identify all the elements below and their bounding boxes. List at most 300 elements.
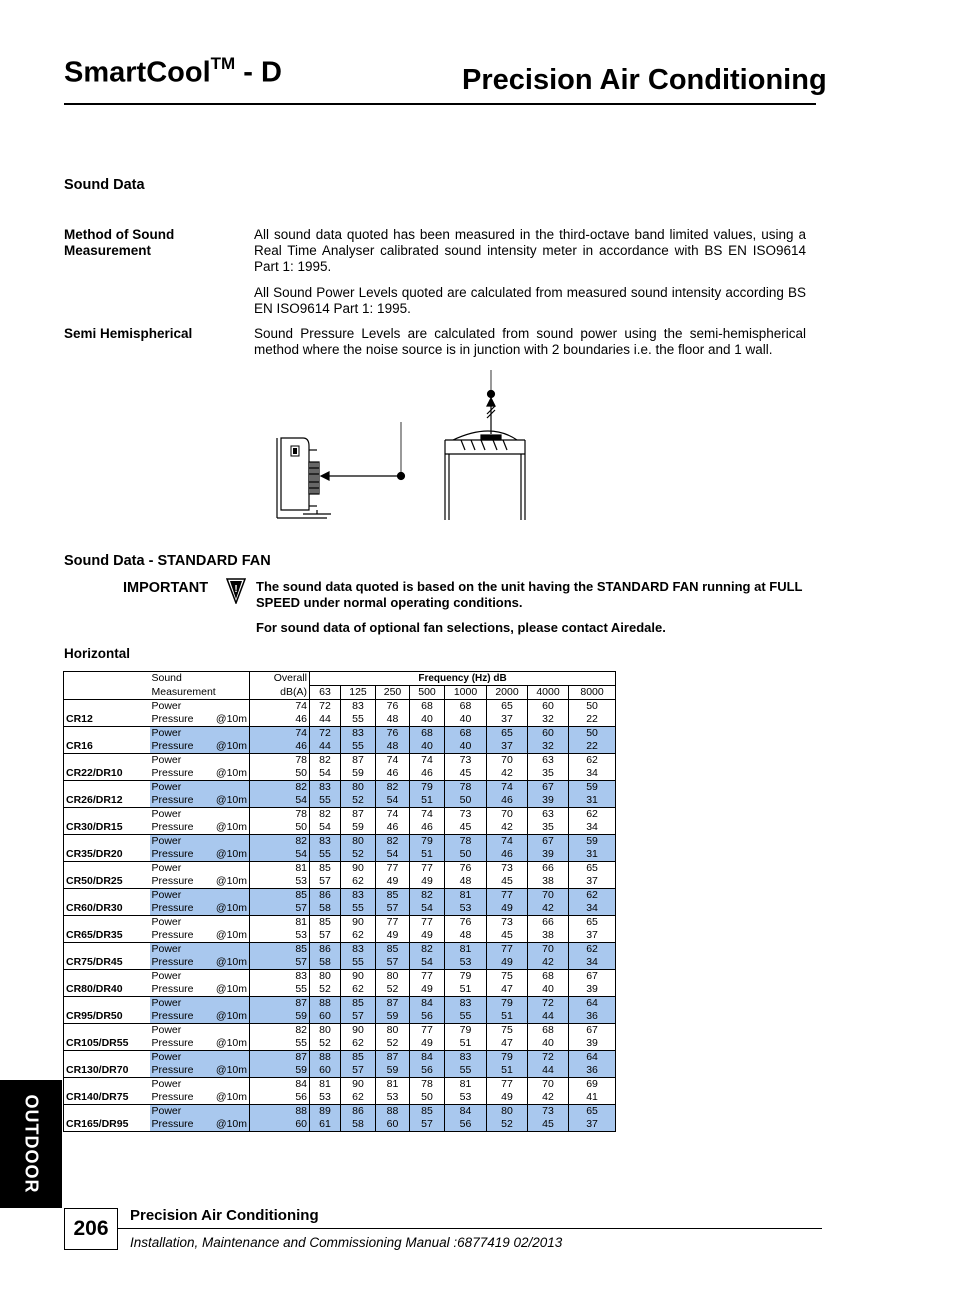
section-title-standard-fan: Sound Data - STANDARD FAN xyxy=(64,553,271,569)
table-row xyxy=(64,862,616,876)
overall-dba-value: 46 xyxy=(250,713,310,727)
frequency-value: 83 xyxy=(445,997,487,1011)
distance-blank xyxy=(208,889,250,903)
frequency-value: 82 xyxy=(310,754,341,768)
power-label: Power xyxy=(151,916,182,928)
horizontal-distance-arrow xyxy=(321,422,405,480)
frequency-value: 49 xyxy=(410,875,445,889)
frequency-value: 72 xyxy=(528,997,569,1011)
frequency-value: 73 xyxy=(445,754,487,768)
overall-dba-value: 50 xyxy=(250,821,310,835)
frequency-value: 42 xyxy=(528,1091,569,1105)
frequency-value: 81 xyxy=(310,1078,341,1092)
frequency-value: 53 xyxy=(445,956,487,970)
frequency-value: 59 xyxy=(376,1010,410,1024)
frequency-value: 54 xyxy=(310,767,341,781)
table-row xyxy=(64,1105,616,1119)
frequency-value: 34 xyxy=(569,821,616,835)
frequency-value: 79 xyxy=(410,835,445,849)
distance-blank xyxy=(208,700,250,714)
distance-blank xyxy=(208,727,250,741)
unit-model-blank xyxy=(64,727,150,741)
frequency-value: 42 xyxy=(528,902,569,916)
table-header-frequency: Frequency (Hz) dB xyxy=(310,672,616,686)
frequency-value: 65 xyxy=(569,1105,616,1119)
unit-model: CR95/DR50 xyxy=(64,1010,150,1024)
frequency-value: 75 xyxy=(487,970,528,984)
distance-label: @10m xyxy=(208,821,250,835)
frequency-value: 69 xyxy=(569,1078,616,1092)
frequency-value: 32 xyxy=(528,740,569,754)
pressure-label: Pressure xyxy=(150,1118,208,1132)
table-row xyxy=(64,821,616,835)
frequency-value: 35 xyxy=(528,821,569,835)
frequency-value: 76 xyxy=(376,727,410,741)
unit-model-blank xyxy=(64,1024,150,1038)
frequency-value: 37 xyxy=(569,875,616,889)
pressure-label: Pressure xyxy=(150,848,208,862)
overall-dba-value: 87 xyxy=(250,997,310,1011)
frequency-value: 65 xyxy=(487,727,528,741)
frequency-value: 46 xyxy=(376,821,410,835)
frequency-value: 57 xyxy=(310,929,341,943)
frequency-value: 61 xyxy=(310,1118,341,1132)
power-label: Power xyxy=(150,781,208,795)
frequency-value: 80 xyxy=(341,781,376,795)
frequency-value: 40 xyxy=(528,983,569,997)
overall-dba-value: 82 xyxy=(250,835,310,849)
table-header-freq: 63 xyxy=(310,686,341,700)
table-header-freq: 250 xyxy=(376,686,410,700)
frequency-value: 82 xyxy=(376,781,410,795)
overall-dba-value: 55 xyxy=(250,983,310,997)
distance-label: @10m xyxy=(208,1091,250,1105)
frequency-value: 48 xyxy=(445,929,487,943)
frequency-value: 37 xyxy=(569,929,616,943)
frequency-value: 66 xyxy=(528,862,569,876)
overall-dba-value: 57 xyxy=(250,902,310,916)
unit-model-blank xyxy=(64,835,150,849)
frequency-value: 83 xyxy=(341,700,376,714)
frequency-value: 52 xyxy=(341,848,376,862)
unit-model: CR16 xyxy=(64,740,150,754)
frequency-value: 22 xyxy=(569,713,616,727)
frequency-value: 62 xyxy=(341,875,376,889)
table-header-freq: 1000 xyxy=(445,686,487,700)
unit-model: CR22/DR10 xyxy=(64,767,150,781)
frequency-value: 90 xyxy=(341,916,376,930)
frequency-value: 44 xyxy=(310,713,341,727)
frequency-value: 49 xyxy=(487,956,528,970)
frequency-value: 85 xyxy=(376,943,410,957)
frequency-value: 84 xyxy=(410,1051,445,1065)
important-note-1: The sound data quoted is based on the unit having the STANDARD FAN running at FULL SPEED under normal operating conditions. xyxy=(256,579,803,610)
overall-dba-value: 74 xyxy=(250,700,310,714)
table-header-freq: 500 xyxy=(410,686,445,700)
frequency-value: 31 xyxy=(569,794,616,808)
frequency-value: 44 xyxy=(528,1010,569,1024)
table-row xyxy=(64,1091,616,1105)
power-label: Power xyxy=(151,700,182,712)
frequency-value: 59 xyxy=(341,821,376,835)
frequency-value: 62 xyxy=(569,889,616,903)
frequency-value: 52 xyxy=(376,983,410,997)
overall-dba-value: 59 xyxy=(250,1010,310,1024)
frequency-value: 72 xyxy=(310,727,341,741)
frequency-value: 73 xyxy=(528,1105,569,1119)
frequency-value: 55 xyxy=(341,902,376,916)
frequency-value: 82 xyxy=(310,808,341,822)
frequency-value: 78 xyxy=(445,781,487,795)
frequency-value: 34 xyxy=(569,767,616,781)
frequency-value: 46 xyxy=(376,767,410,781)
frequency-value: 74 xyxy=(410,808,445,822)
pressure-label: Pressure xyxy=(150,983,208,997)
frequency-value: 67 xyxy=(528,781,569,795)
frequency-value: 47 xyxy=(487,983,528,997)
table-header-dba: dB(A) xyxy=(250,686,310,700)
frequency-value: 64 xyxy=(569,1051,616,1065)
frequency-value: 57 xyxy=(310,875,341,889)
frequency-value: 52 xyxy=(376,1037,410,1051)
frequency-value: 52 xyxy=(310,1037,341,1051)
frequency-value: 49 xyxy=(410,1037,445,1051)
table-row xyxy=(64,727,616,741)
distance-label: @10m xyxy=(208,983,250,997)
pressure-label: Pressure xyxy=(150,902,208,916)
frequency-value: 22 xyxy=(569,740,616,754)
frequency-value: 73 xyxy=(487,862,528,876)
power-label: Power xyxy=(151,862,182,874)
overall-dba-value: 55 xyxy=(250,1037,310,1051)
frequency-value: 70 xyxy=(487,808,528,822)
table-header-measurement: Measurement xyxy=(150,686,250,700)
frequency-value: 73 xyxy=(445,808,487,822)
table-header-overall: Overall xyxy=(250,672,310,686)
frequency-value: 48 xyxy=(445,875,487,889)
frequency-value: 68 xyxy=(410,727,445,741)
frequency-value: 42 xyxy=(487,821,528,835)
frequency-value: 52 xyxy=(310,983,341,997)
frequency-value: 79 xyxy=(445,1024,487,1038)
frequency-value: 44 xyxy=(310,740,341,754)
frequency-value: 50 xyxy=(569,727,616,741)
overall-dba-value: 81 xyxy=(250,916,310,930)
frequency-value: 45 xyxy=(487,929,528,943)
frequency-value: 54 xyxy=(376,794,410,808)
table-row xyxy=(64,902,616,916)
table-row xyxy=(64,889,616,903)
footer-title: Precision Air Conditioning xyxy=(130,1207,319,1224)
frequency-value: 52 xyxy=(341,794,376,808)
overall-dba-value: 84 xyxy=(250,1078,310,1092)
unit-model: CR140/DR75 xyxy=(64,1091,150,1105)
frequency-value: 46 xyxy=(487,794,528,808)
frequency-value: 58 xyxy=(310,902,341,916)
front-view-unit xyxy=(445,431,525,520)
frequency-value: 80 xyxy=(341,835,376,849)
frequency-value: 79 xyxy=(487,1051,528,1065)
frequency-value: 68 xyxy=(528,970,569,984)
frequency-value: 51 xyxy=(487,1010,528,1024)
frequency-value: 77 xyxy=(487,1078,528,1092)
table-row xyxy=(64,767,616,781)
frequency-value: 77 xyxy=(410,862,445,876)
distance-label: @10m xyxy=(208,929,250,943)
frequency-value: 77 xyxy=(376,862,410,876)
frequency-value: 66 xyxy=(528,916,569,930)
unit-model: CR12 xyxy=(64,713,150,727)
frequency-value: 62 xyxy=(341,929,376,943)
frequency-value: 60 xyxy=(310,1010,341,1024)
pressure-label: Pressure xyxy=(150,1091,208,1105)
frequency-value: 32 xyxy=(528,713,569,727)
unit-model-blank xyxy=(64,781,150,795)
frequency-value: 85 xyxy=(310,862,341,876)
distance-label: @10m xyxy=(208,1010,250,1024)
frequency-value: 77 xyxy=(410,970,445,984)
unit-model: CR65/DR35 xyxy=(64,929,150,943)
table-row xyxy=(64,754,616,768)
frequency-value: 88 xyxy=(310,1051,341,1065)
frequency-value: 81 xyxy=(445,943,487,957)
pressure-label: Pressure xyxy=(150,713,208,727)
frequency-value: 59 xyxy=(569,781,616,795)
frequency-value: 34 xyxy=(569,956,616,970)
table-header-sound: Sound xyxy=(150,672,250,686)
frequency-value: 39 xyxy=(528,848,569,862)
table-row xyxy=(64,1010,616,1024)
distance-blank xyxy=(208,862,250,876)
distance-blank xyxy=(208,943,250,957)
pressure-label: Pressure xyxy=(150,1010,208,1024)
frequency-value: 68 xyxy=(445,700,487,714)
frequency-value: 65 xyxy=(569,916,616,930)
frequency-value: 40 xyxy=(445,740,487,754)
unit-model-blank xyxy=(64,754,150,768)
frequency-value: 36 xyxy=(569,1064,616,1078)
measurement-diagram xyxy=(255,362,545,524)
unit-model-blank xyxy=(64,862,150,876)
frequency-value: 60 xyxy=(528,700,569,714)
frequency-value: 54 xyxy=(310,821,341,835)
frequency-value: 80 xyxy=(376,970,410,984)
frequency-value: 80 xyxy=(310,970,341,984)
frequency-value: 45 xyxy=(445,767,487,781)
horizontal-label: Horizontal xyxy=(64,646,130,661)
frequency-value: 37 xyxy=(569,1118,616,1132)
frequency-value: 83 xyxy=(310,781,341,795)
frequency-value: 52 xyxy=(487,1118,528,1132)
method-paragraph-1: All sound data quoted has been measured in the third-octave band limited values, using a Real Time Analyser calibrated sound intensity meter in accordance with BS EN ISO9614 Part 1: 1995. xyxy=(254,227,806,274)
frequency-value: 57 xyxy=(376,956,410,970)
frequency-value: 75 xyxy=(487,1024,528,1038)
distance-label: @10m xyxy=(208,1118,250,1132)
frequency-value: 59 xyxy=(341,767,376,781)
distance-blank xyxy=(208,916,250,930)
frequency-value: 55 xyxy=(341,956,376,970)
frequency-value: 51 xyxy=(410,794,445,808)
power-label: Power xyxy=(150,997,208,1011)
overall-dba-value: 83 xyxy=(250,970,310,984)
table-row xyxy=(64,835,616,849)
frequency-value: 79 xyxy=(410,781,445,795)
overall-dba-value: 85 xyxy=(250,943,310,957)
frequency-value: 57 xyxy=(376,902,410,916)
frequency-value: 83 xyxy=(341,943,376,957)
unit-model-blank xyxy=(64,1051,150,1065)
overall-dba-value: 60 xyxy=(250,1118,310,1132)
frequency-value: 89 xyxy=(310,1105,341,1119)
frequency-value: 83 xyxy=(445,1051,487,1065)
frequency-value: 70 xyxy=(528,943,569,957)
overall-dba-value: 50 xyxy=(250,767,310,781)
frequency-value: 38 xyxy=(528,929,569,943)
frequency-value: 40 xyxy=(528,1037,569,1051)
unit-model-blank xyxy=(64,970,150,984)
frequency-value: 84 xyxy=(445,1105,487,1119)
frequency-value: 81 xyxy=(445,1078,487,1092)
frequency-value: 39 xyxy=(569,983,616,997)
frequency-value: 70 xyxy=(528,1078,569,1092)
frequency-value: 83 xyxy=(310,835,341,849)
frequency-value: 55 xyxy=(341,740,376,754)
frequency-value: 50 xyxy=(445,848,487,862)
frequency-value: 60 xyxy=(376,1118,410,1132)
distance-blank xyxy=(208,754,250,768)
distance-blank xyxy=(208,970,250,984)
table-row xyxy=(64,943,616,957)
frequency-value: 72 xyxy=(310,700,341,714)
overall-dba-value: 59 xyxy=(250,1064,310,1078)
frequency-value: 74 xyxy=(487,781,528,795)
unit-model: CR130/DR70 xyxy=(64,1064,150,1078)
frequency-value: 81 xyxy=(376,1078,410,1092)
frequency-value: 53 xyxy=(376,1091,410,1105)
overall-dba-value: 53 xyxy=(250,875,310,889)
table-row xyxy=(64,956,616,970)
frequency-value: 74 xyxy=(487,835,528,849)
footer-rule xyxy=(118,1228,822,1229)
section-title-sound-data: Sound Data xyxy=(64,177,145,193)
frequency-value: 90 xyxy=(341,1078,376,1092)
table-row xyxy=(64,713,616,727)
frequency-value: 84 xyxy=(410,997,445,1011)
frequency-value: 80 xyxy=(376,1024,410,1038)
frequency-value: 42 xyxy=(528,956,569,970)
frequency-value: 60 xyxy=(528,727,569,741)
frequency-value: 62 xyxy=(341,1091,376,1105)
overall-dba-value: 81 xyxy=(250,862,310,876)
frequency-value: 76 xyxy=(445,916,487,930)
frequency-value: 39 xyxy=(528,794,569,808)
pressure-label: Pressure xyxy=(150,956,208,970)
frequency-value: 77 xyxy=(410,1024,445,1038)
method-label: Method of Sound Measurement xyxy=(64,227,175,258)
table-header-blank-2 xyxy=(64,686,150,700)
frequency-value: 67 xyxy=(569,1024,616,1038)
frequency-value: 48 xyxy=(376,740,410,754)
table-row xyxy=(64,916,616,930)
frequency-value: 56 xyxy=(410,1064,445,1078)
distance-blank xyxy=(208,808,250,822)
frequency-value: 90 xyxy=(341,1024,376,1038)
overall-dba-value: 88 xyxy=(250,1105,310,1119)
overall-dba-value: 74 xyxy=(250,727,310,741)
frequency-value: 50 xyxy=(410,1091,445,1105)
frequency-value: 31 xyxy=(569,848,616,862)
frequency-value: 64 xyxy=(569,997,616,1011)
table-header-blank xyxy=(64,672,150,686)
frequency-value: 57 xyxy=(341,1010,376,1024)
frequency-value: 85 xyxy=(376,889,410,903)
page-title: Precision Air Conditioning xyxy=(462,64,827,96)
table-row xyxy=(64,970,616,984)
warning-icon xyxy=(226,578,246,604)
frequency-value: 74 xyxy=(376,754,410,768)
frequency-value: 90 xyxy=(341,970,376,984)
frequency-value: 82 xyxy=(410,943,445,957)
table-header-freq: 4000 xyxy=(528,686,569,700)
frequency-value: 37 xyxy=(487,713,528,727)
vertical-distance-arrow xyxy=(487,370,495,434)
frequency-value: 49 xyxy=(376,875,410,889)
distance-label: @10m xyxy=(208,794,250,808)
table-row xyxy=(64,997,616,1011)
distance-label: @10m xyxy=(208,1037,250,1051)
frequency-value: 40 xyxy=(410,713,445,727)
overall-dba-value: 82 xyxy=(250,1024,310,1038)
unit-model: CR30/DR15 xyxy=(64,821,150,835)
frequency-value: 87 xyxy=(376,997,410,1011)
frequency-value: 85 xyxy=(310,916,341,930)
frequency-value: 51 xyxy=(410,848,445,862)
table-row xyxy=(64,781,616,795)
pressure-label: Pressure xyxy=(150,1064,208,1078)
frequency-value: 49 xyxy=(487,902,528,916)
pressure-label: Pressure xyxy=(150,794,208,808)
frequency-value: 34 xyxy=(569,902,616,916)
unit-model: CR80/DR40 xyxy=(64,983,150,997)
overall-dba-value: 82 xyxy=(250,781,310,795)
unit-model: CR75/DR45 xyxy=(64,956,150,970)
table-row xyxy=(64,1078,616,1092)
frequency-value: 47 xyxy=(487,1037,528,1051)
overall-dba-value: 87 xyxy=(250,1051,310,1065)
brand-title: SmartCool™ - D xyxy=(64,54,282,89)
frequency-value: 45 xyxy=(528,1118,569,1132)
frequency-value: 77 xyxy=(410,916,445,930)
frequency-value: 57 xyxy=(410,1118,445,1132)
frequency-value: 83 xyxy=(341,889,376,903)
unit-model-blank xyxy=(64,1078,150,1092)
frequency-value: 82 xyxy=(410,889,445,903)
frequency-value: 51 xyxy=(487,1064,528,1078)
unit-model-blank xyxy=(64,997,150,1011)
frequency-value: 48 xyxy=(376,713,410,727)
pressure-label: Pressure xyxy=(150,767,208,781)
frequency-value: 35 xyxy=(528,767,569,781)
frequency-value: 46 xyxy=(487,848,528,862)
frequency-value: 39 xyxy=(569,1037,616,1051)
frequency-value: 86 xyxy=(310,889,341,903)
frequency-value: 41 xyxy=(569,1091,616,1105)
pressure-label: Pressure xyxy=(150,875,208,889)
frequency-value: 74 xyxy=(410,754,445,768)
overall-dba-value: 46 xyxy=(250,740,310,754)
unit-model-blank xyxy=(64,1105,150,1119)
frequency-value: 82 xyxy=(376,835,410,849)
